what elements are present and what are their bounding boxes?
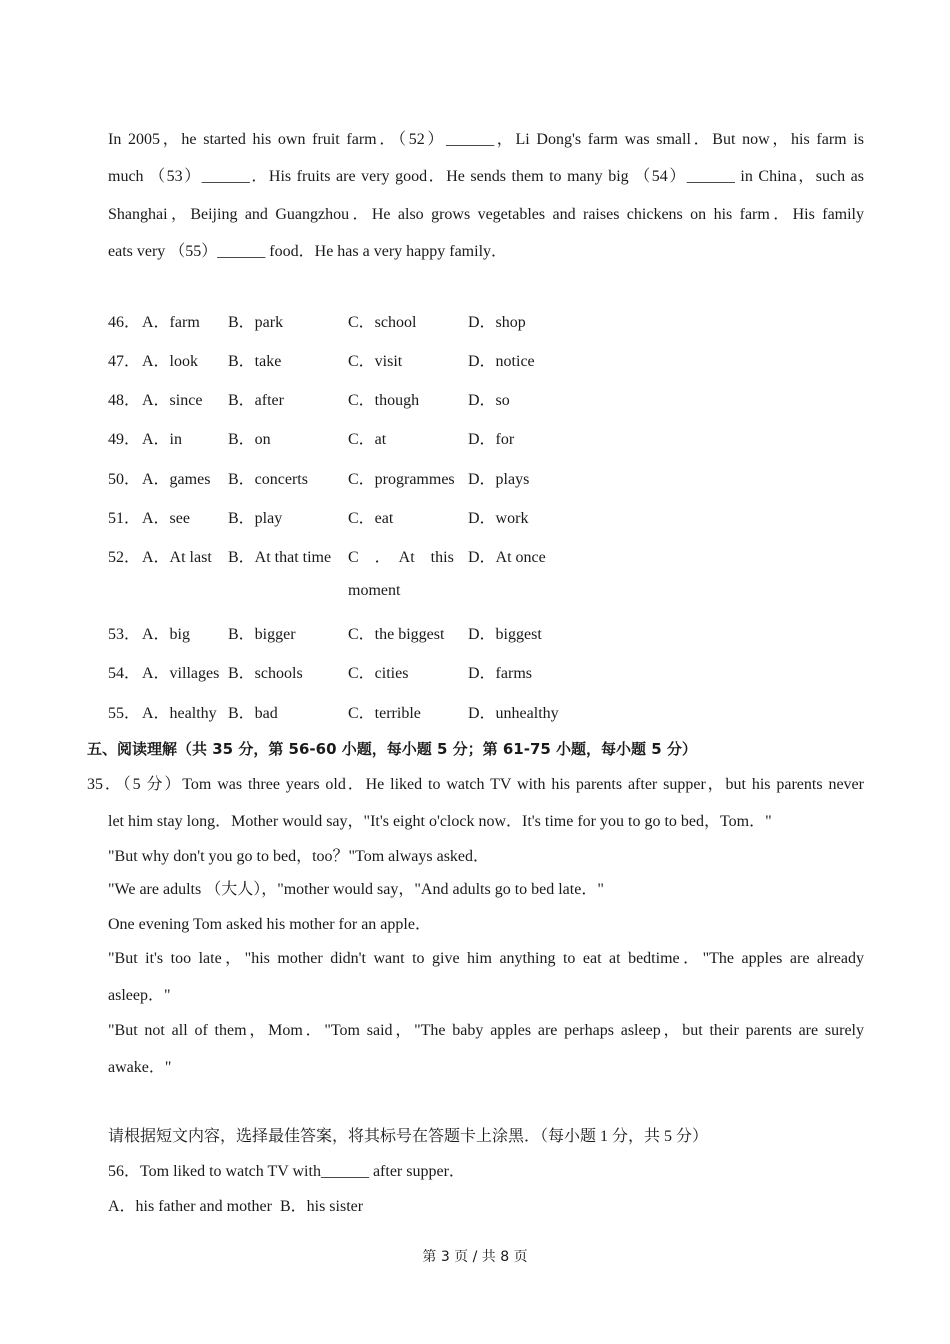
option-c[interactable]: C．visit xyxy=(348,353,403,370)
option-d[interactable]: D．so xyxy=(468,392,510,409)
option-a[interactable]: A．since xyxy=(142,392,203,409)
option-b[interactable]: B．after xyxy=(228,392,284,409)
option-b[interactable]: B．take xyxy=(228,353,282,370)
question-number: 55． xyxy=(108,705,141,722)
option-a[interactable]: A．big xyxy=(142,626,191,643)
option-d[interactable]: D．biggest xyxy=(468,626,542,643)
option-d[interactable]: D．shop xyxy=(468,314,526,331)
option-a[interactable]: A．At last xyxy=(142,549,212,566)
reading-line-8: "But not all of them，Mom．"Tom said，"The baby apples are perhaps asleep，but their parents are surely xyxy=(108,1022,865,1039)
question-number: 47． xyxy=(108,353,141,370)
option-b[interactable]: B．schools xyxy=(228,665,303,682)
option-b[interactable]: B．bad xyxy=(228,705,278,722)
option-b[interactable]: B．play xyxy=(228,510,283,527)
option-b[interactable]: B．on xyxy=(228,431,271,448)
option-d[interactable]: D．notice xyxy=(468,353,535,370)
option-d[interactable]: D．unhealthy xyxy=(468,705,559,722)
option-c[interactable]: C．terrible xyxy=(348,705,421,722)
option-d[interactable]: D．for xyxy=(468,431,515,448)
question-number: 48． xyxy=(108,392,141,409)
option-b[interactable]: B．At that time xyxy=(228,549,332,566)
page-footer: 第 3 页 / 共 8 页 xyxy=(422,1249,528,1265)
option-c[interactable]: C．school xyxy=(348,314,417,331)
option-c[interactable]: C．at xyxy=(348,431,387,448)
question-number: 51． xyxy=(108,510,141,527)
option-a[interactable]: A．villages xyxy=(142,665,220,682)
reading-line-5: One evening Tom asked his mother for an apple． xyxy=(108,916,431,933)
reading-line-1: 35．（5 分）Tom was three years old．He liked to watch TV with his parents after supper，but his parents never xyxy=(87,776,864,793)
option-a[interactable]: A．healthy xyxy=(142,705,217,722)
option-a[interactable]: A．in xyxy=(142,431,183,448)
option-c[interactable]: C．programmes xyxy=(348,471,455,488)
option-a[interactable]: A．see xyxy=(142,510,190,527)
passage-line-3: Shanghai，Beijing and Guangzhou．He also grows vegetables and raises chickens on his farm．His family xyxy=(108,206,865,223)
option-c[interactable]: C．the biggest xyxy=(348,626,445,643)
reading-line-7: asleep．" xyxy=(108,987,171,1004)
option-c[interactable]: C．though xyxy=(348,392,420,409)
option-c[interactable]: C．eat xyxy=(348,510,394,527)
reading-line-3: "But why don't you go to bed，too？"Tom always asked． xyxy=(108,848,490,865)
option-c-continuation[interactable]: moment xyxy=(348,582,401,599)
option-a[interactable]: A．games xyxy=(142,471,211,488)
question-56-options[interactable]: A．his father and mother B．his sister xyxy=(108,1198,364,1215)
reading-line-6: "But it's too late，"his mother didn't want to give him anything to eat at bedtime．"The apples are already xyxy=(108,950,865,967)
option-d[interactable]: D．plays xyxy=(468,471,530,488)
passage-line-2: much （53）______．His fruits are very good．He sends them to many big （54）______ in China，such as xyxy=(108,168,864,185)
option-a[interactable]: A．look xyxy=(142,353,199,370)
question-number: 53． xyxy=(108,626,141,643)
option-d[interactable]: D．At once xyxy=(468,549,546,566)
question-number: 46． xyxy=(108,314,141,331)
option-d[interactable]: D．work xyxy=(468,510,529,527)
option-d[interactable]: D．farms xyxy=(468,665,532,682)
option-b[interactable]: B．park xyxy=(228,314,284,331)
passage-line-1: In 2005，he started his own fruit farm．（52）______，Li Dong's farm was small．But now，his farm is xyxy=(108,131,864,148)
passage-line-4: eats very （55）______ food．He has a very happy family． xyxy=(108,243,508,260)
option-a[interactable]: A．farm xyxy=(142,314,200,331)
question-number: 49． xyxy=(108,431,141,448)
reading-line-9: awake．" xyxy=(108,1059,172,1076)
section-heading: 五、阅读理解（共 35 分，第 56-60 小题，每小题 5 分；第 61-75 小题，每小题 5 分） xyxy=(87,740,697,758)
reading-line-4: "We are adults （大人），"mother would say，"And adults go to bed late．" xyxy=(108,881,604,898)
option-c[interactable]: C ． At this xyxy=(348,549,454,566)
option-c[interactable]: C．cities xyxy=(348,665,409,682)
question-number: 52． xyxy=(108,549,141,566)
question-56-stem: 56．Tom liked to watch TV with______ after supper． xyxy=(108,1163,465,1180)
question-number: 54． xyxy=(108,665,141,682)
option-b[interactable]: B．concerts xyxy=(228,471,308,488)
option-b[interactable]: B．bigger xyxy=(228,626,296,643)
question-number: 50． xyxy=(108,471,141,488)
instruction-text: 请根据短文内容，选择最佳答案，将其标号在答题卡上涂黑．（每小题 1 分，共 5 分） xyxy=(108,1128,709,1145)
reading-line-2: let him stay long．Mother would say，"It's eight o'clock now．It's time for you to go to bed，Tom．" xyxy=(108,813,772,830)
